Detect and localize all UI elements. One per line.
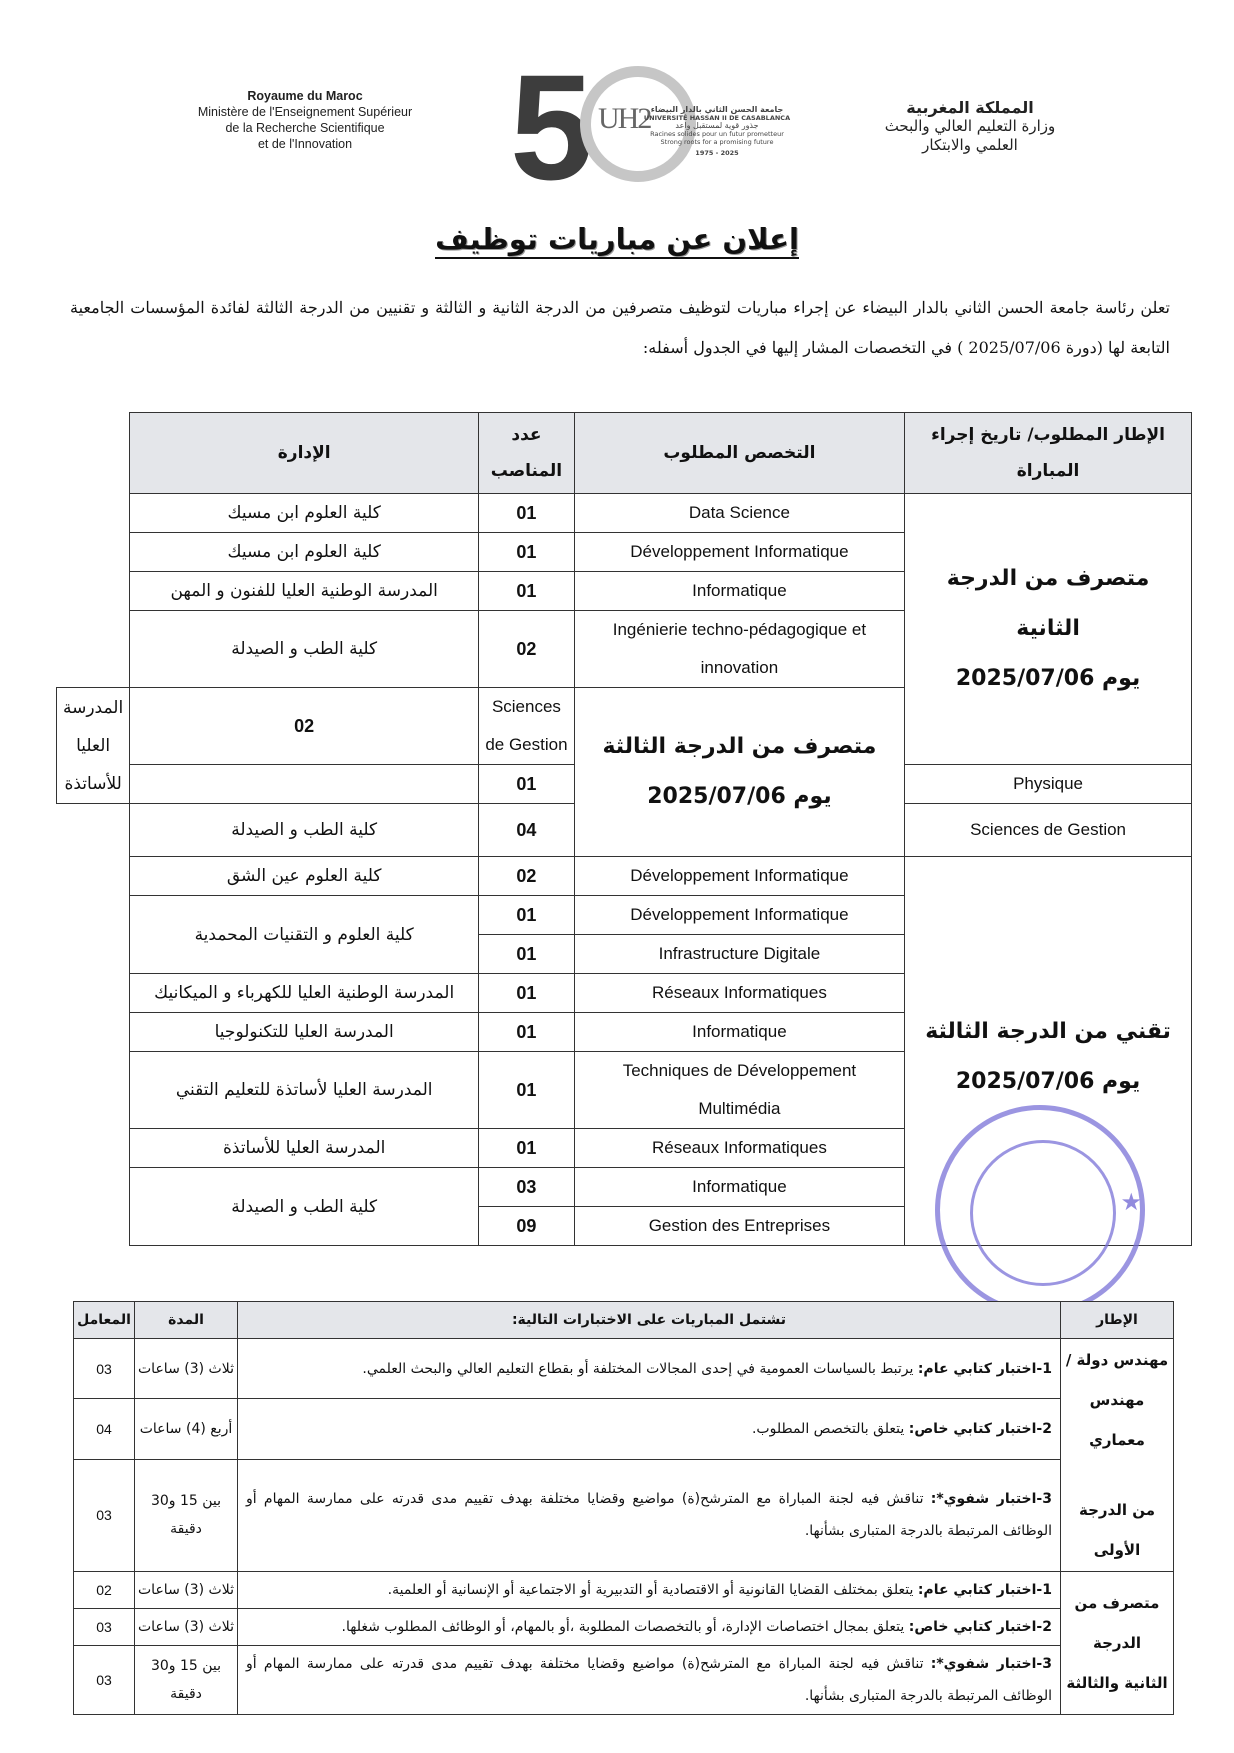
stamp-inner-ring	[970, 1140, 1116, 1286]
specialty-cell: Développement Informatique	[574, 896, 904, 935]
logo-uh2-mark: UH2	[598, 102, 651, 135]
exam-row	[74, 1646, 1174, 1715]
exam-coefficient: 03	[74, 1339, 135, 1399]
exams-table-header	[74, 1302, 1174, 1339]
exam-label: 1-اختبار كتابي عام:	[917, 1360, 1052, 1377]
exam-text: يتعلق بمجال اختصاصات الإدارة، أو بالتخصصات المطلوبة ،أو بالمهام، أو الوظائف المطلوب شغلها.	[341, 1619, 909, 1635]
exam-description	[238, 1459, 1061, 1571]
positions-table-header	[57, 413, 1192, 494]
logo-arabic-name: جامعة الحسن الثاني بالدار البيضاء	[650, 105, 784, 114]
exam-date: يوم 2025/07/06	[955, 1069, 1141, 1094]
exam-coefficient: 03	[74, 1459, 135, 1571]
specialty-cell: Data Science	[574, 494, 904, 533]
table-row	[57, 494, 1192, 533]
administration-cell: كلية العلوم و التقنيات المحمدية	[130, 896, 479, 974]
specialty-cell: Développement Informatique	[574, 533, 904, 572]
administration-cell: المدرسة العليا لأساتذة للتعليم التقني	[130, 1052, 479, 1129]
administration-cell: كلية الطب و الصيدلة	[130, 1168, 479, 1246]
exam-cadre-line: من الدرجة الأولى	[1079, 1501, 1155, 1559]
administration-cell: كلية العلوم ابن مسيك	[130, 494, 479, 533]
page-title	[0, 222, 1234, 256]
ministry-ar-line2: العلمي والابتكار	[922, 136, 1018, 154]
count-cell: 02	[479, 611, 575, 688]
header-cadre: الإطار المطلوب/ تاريخ إجراء المباراة	[905, 413, 1192, 494]
specialty-cell: Ingénierie techno-pédagogique et innovation	[574, 611, 904, 688]
exam-coefficient: 02	[74, 1572, 135, 1609]
exam-description	[238, 1646, 1061, 1715]
exam-date: يوم 2025/07/06	[647, 784, 832, 809]
specialty-cell: Informatique	[574, 1013, 904, 1052]
exam-text: يتعلق بالتخصص المطلوب.	[751, 1420, 909, 1437]
count-cell: 03	[479, 1168, 575, 1207]
logo-slogan-ar: جذور قوية لمستقبل واعد	[675, 121, 759, 130]
exam-duration: ثلاث (3) ساعات	[135, 1339, 238, 1399]
exam-label: 2-اختبار كتابي خاص:	[908, 1420, 1052, 1437]
exam-cadre-line: متصرف من الدرجة	[1074, 1594, 1160, 1652]
count-cell: 04	[479, 804, 575, 857]
count-cell: 02	[479, 857, 575, 896]
administration-cell: كلية الطب و الصيدلة	[130, 611, 479, 688]
count-cell: 02	[130, 688, 479, 765]
exam-label: 3-اختبار شفوي*:	[930, 1491, 1052, 1508]
count-cell: 01	[479, 1052, 575, 1129]
header-specialty: التخصص المطلوب	[574, 413, 904, 494]
exam-text: يرتبط بالسياسات العمومية في إحدى المجالات المختلفة أو بقطاع التعليم العالي والبحث العلمي.	[362, 1360, 918, 1377]
specialty-cell: Informatique	[574, 1168, 904, 1207]
exam-row	[74, 1459, 1174, 1571]
exam-duration: ثلاث (3) ساعات	[135, 1572, 238, 1609]
cadre-label: متصرف من الدرجة الثانية	[946, 566, 1150, 641]
specialty-cell: Développement Informatique	[574, 857, 904, 896]
logo-years: 1975 - 2025	[695, 149, 739, 157]
specialty-cell: Physique	[905, 765, 1192, 804]
exam-text: تناقش فيه لجنة المباراة مع المترشح(ة) مواضيع وقضايا مختلفة بهدف تقييم مدى قدرته على ممارسة المهام أو الوظائف المرتبطة بالدرجة المتبارى بشأنها.	[246, 1656, 1052, 1704]
exam-row	[74, 1572, 1174, 1609]
cadre-label: متصرف من الدرجة الثالثة	[602, 734, 877, 759]
intro-paragraph: تعلن رئاسة جامعة الحسن الثاني بالدار البيضاء عن إجراء مباريات لتوظيف متصرفين من الدرجة الثانية و الثالثة و تقنيين من الدرجة الثالثة لفائدة المؤسسات الجامعية التابعة لها (دورة 2025/07/06 ) في التخصصات المشار إليها في الجدول أسفله:	[70, 298, 1170, 357]
count-cell: 01	[479, 533, 575, 572]
logo-text-block	[642, 106, 792, 157]
ministry-fr-line3: et de l'Innovation	[257, 137, 353, 151]
ministry-fr-line1: Ministère de l'Enseignement Supérieur	[197, 105, 413, 119]
specialty-cell: Techniques de Développement Multimédia	[574, 1052, 904, 1129]
table-row	[57, 857, 1192, 896]
count-cell: 01	[479, 935, 575, 974]
cadre-cell	[905, 494, 1192, 765]
ministry-ar-line1: وزارة التعليم العالي والبحث	[884, 117, 1056, 135]
exam-label: 3-اختبار شفوي*:	[930, 1656, 1052, 1672]
exam-duration: أربع (4) ساعات	[135, 1399, 238, 1459]
exam-duration: بين 15 و30 دقيقة	[135, 1459, 238, 1571]
letterhead-french	[170, 88, 440, 152]
exam-label: 2-اختبار كتابي خاص:	[908, 1619, 1052, 1635]
exam-text: يتعلق بمختلف القضايا القانونية أو الاقتصادية أو التدبيرية أو الاجتماعية أو الإنسانية أو العلمية.	[387, 1582, 918, 1598]
exam-coefficient: 04	[74, 1399, 135, 1459]
kingdom-fr: Royaume du Maroc	[247, 89, 363, 103]
exam-label: 1-اختبار كتابي عام:	[917, 1582, 1052, 1598]
university-50-years-logo	[510, 43, 810, 211]
administration-cell: المدرسة الوطنية العليا للكهرباء و الميكانيك	[130, 974, 479, 1013]
exam-cadre-cell	[1061, 1572, 1174, 1715]
exam-cadre-cell	[1061, 1339, 1174, 1572]
administration-cell: المدرسة العليا للأساتذة	[57, 688, 130, 804]
exam-coefficient: 03	[74, 1609, 135, 1646]
administration-cell: المدرسة العليا للأساتذة	[130, 1129, 479, 1168]
cadre-label: تقني من الدرجة الثالثة	[925, 1019, 1171, 1044]
letterhead-arabic	[860, 98, 1080, 155]
logo-number-five: 5	[510, 43, 586, 211]
exam-row	[74, 1339, 1174, 1399]
exam-description	[238, 1572, 1061, 1609]
exam-duration: ثلاث (3) ساعات	[135, 1609, 238, 1646]
specialty-cell: Infrastructure Digitale	[574, 935, 904, 974]
page-title-text: إعلان عن مباريات توظيف	[435, 222, 799, 259]
count-cell: 01	[479, 1129, 575, 1168]
exam-cadre-line: مهندس دولة /	[1065, 1351, 1169, 1369]
kingdom-ar: المملكة المغربية	[906, 98, 1034, 117]
header-count: عدد المناصب	[479, 413, 575, 494]
header-tests: تشتمل المباريات على الاختبارات التالية:	[238, 1302, 1061, 1339]
exam-date: يوم 2025/07/06	[955, 666, 1141, 691]
exam-cadre-line: مهندس معماري	[1089, 1391, 1145, 1449]
administration-cell: المدرسة الوطنية العليا للفنون و المهن	[130, 572, 479, 611]
exams-table	[73, 1301, 1174, 1715]
logo-slogan-fr: Racines solides pour un futur prometteur	[650, 130, 784, 138]
header-administration: الإدارة	[130, 413, 479, 494]
header-exam-cadre: الإطار	[1061, 1302, 1174, 1339]
exam-row	[74, 1609, 1174, 1646]
count-cell: 01	[479, 1013, 575, 1052]
logo-slogan-en: Strong roots for a promising future	[660, 138, 774, 146]
exam-description	[238, 1399, 1061, 1459]
count-cell: 01	[479, 572, 575, 611]
specialty-cell: Réseaux Informatiques	[574, 1129, 904, 1168]
count-cell: 01	[479, 974, 575, 1013]
specialty-cell: Gestion des Entreprises	[574, 1207, 904, 1246]
exam-description	[238, 1609, 1061, 1646]
specialty-cell: Sciences de Gestion	[905, 804, 1192, 857]
administration-cell: المدرسة العليا للتكنولوجيا	[130, 1013, 479, 1052]
administration-cell: كلية الطب و الصيدلة	[130, 804, 479, 857]
exam-coefficient: 03	[74, 1646, 135, 1715]
administration-cell: كلية العلوم ابن مسيك	[130, 533, 479, 572]
cadre-cell	[574, 688, 904, 857]
specialty-cell: Informatique	[574, 572, 904, 611]
specialty-cell: Sciences de Gestion	[479, 688, 575, 765]
count-cell: 01	[479, 494, 575, 533]
official-stamp	[935, 1105, 1145, 1315]
count-cell: 09	[479, 1207, 575, 1246]
exam-row	[74, 1399, 1174, 1459]
header-duration: المدة	[135, 1302, 238, 1339]
specialty-cell: Réseaux Informatiques	[574, 974, 904, 1013]
count-cell: 01	[479, 896, 575, 935]
stamp-star-icon: ★	[1120, 1188, 1142, 1216]
header-coefficient: المعامل	[74, 1302, 135, 1339]
administration-cell: كلية العلوم عين الشق	[130, 857, 479, 896]
ministry-fr-line2: de la Recherche Scientifique	[225, 121, 385, 135]
exam-description	[238, 1339, 1061, 1399]
exam-text: تناقش فيه لجنة المباراة مع المترشح(ة) مواضيع وقضايا مختلفة بهدف تقييم مدى قدرته على ممارسة المهام أو الوظائف المرتبطة بالدرجة المتبارى بشأنها.	[246, 1491, 1052, 1540]
exam-cadre-line: الثانية والثالثة	[1066, 1674, 1168, 1692]
count-cell: 01	[479, 765, 575, 804]
logo-french-name: UNIVERSITÉ HASSAN II DE CASABLANCA	[643, 114, 791, 122]
exam-duration: بين 15 و30 دقيقة	[135, 1646, 238, 1715]
